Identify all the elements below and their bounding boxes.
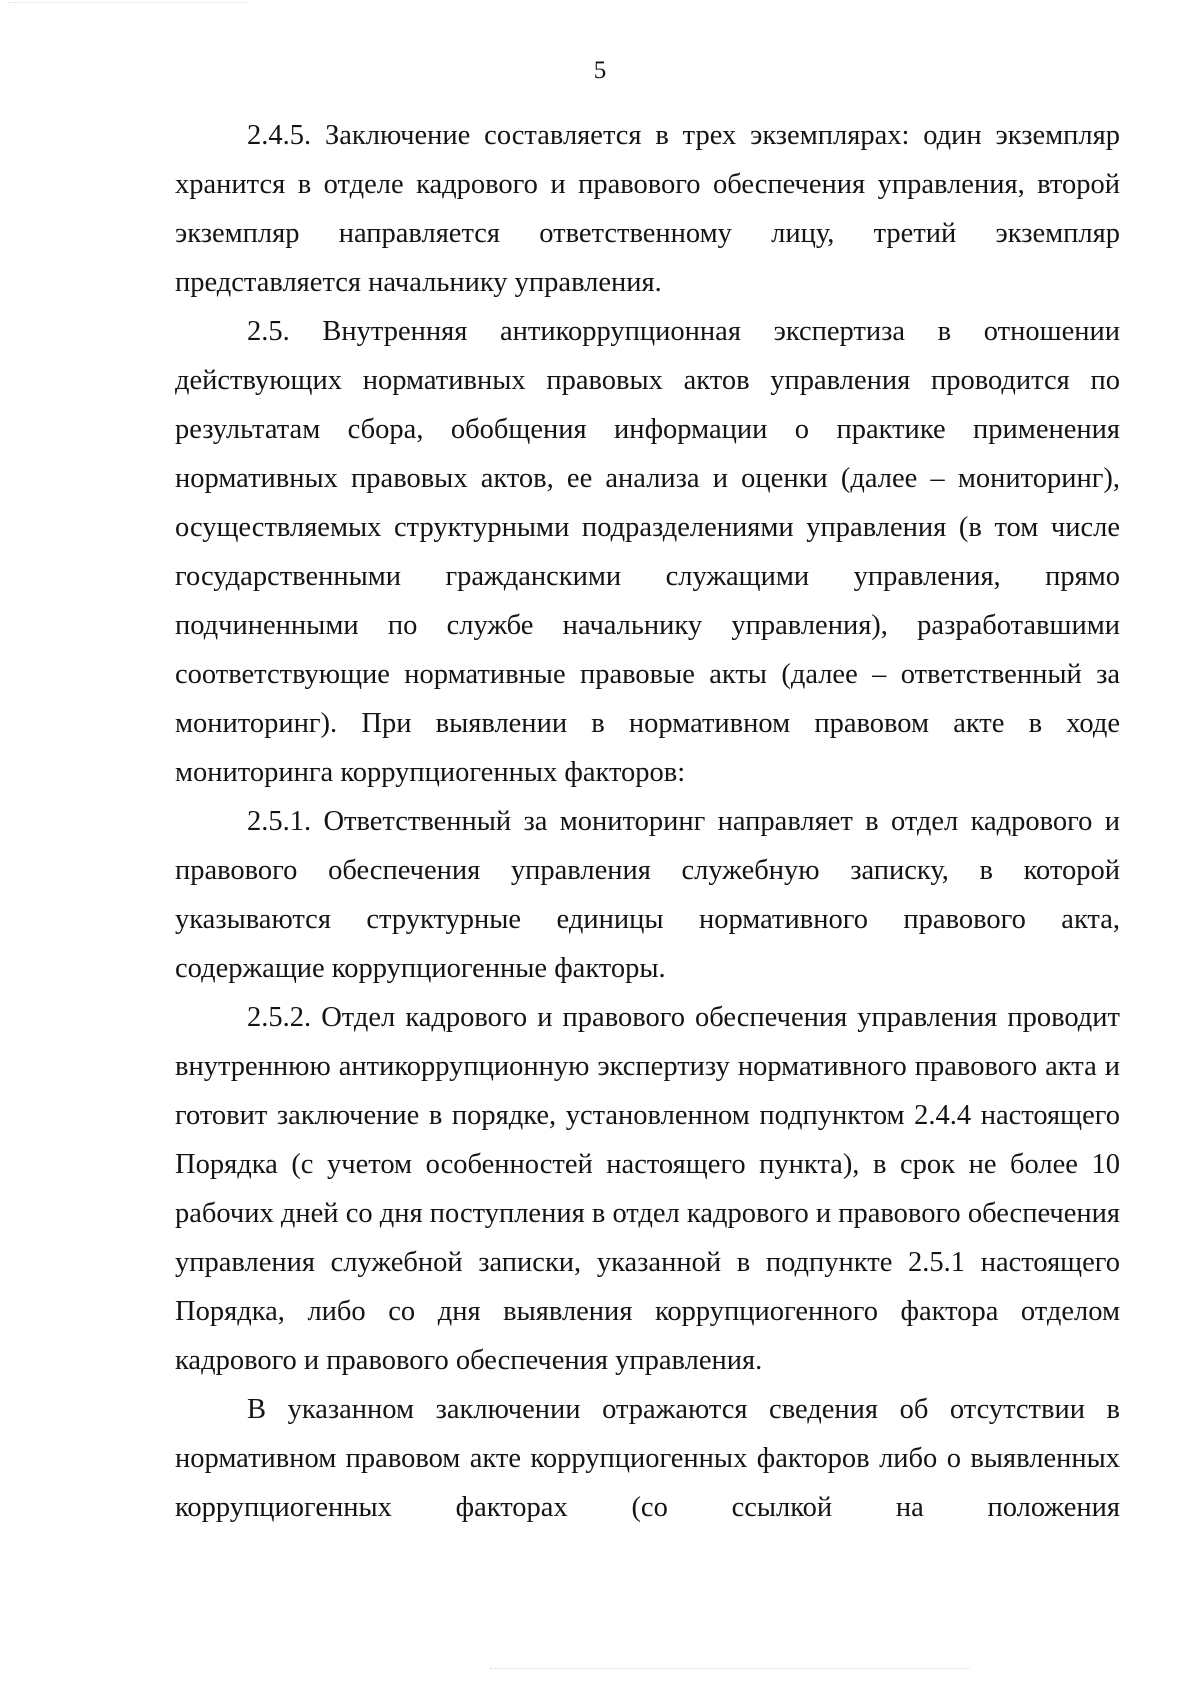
paragraph-2-5-2: 2.5.2. Отдел кадрового и правового обеспечения управления проводит внутреннюю антикоррупционную экспертизу нормативного правового акта и готовит заключение в порядке, установленном подпунктом 2.4.4 настоящего Порядка (с учетом особенностей настоящего пункта), в срок не более 10 рабочих дней со дня поступления в отдел кадрового и правового обеспечения управления служебной записки, указанной в подпункте 2.5.1 настоящего Порядка, либо со дня выявления коррупциогенного фактора отделом кадрового и правового обеспечения управления. (175, 1002, 1120, 1376)
paragraph-2-5: 2.5. Внутренняя антикоррупционная экспертиза в отношении действующих нормативных правовых актов управления проводится по результатам сбора, обобщения информации о практике применения нормативных правовых актов, ее анализа и оценки (далее – мониторинг), осуществляемых структурными подразделениями управления (в том числе государственными гражданскими служащими управления, прямо подчиненными по службе начальнику управления), разработавшими соответствующие нормативные правовые акты (далее – ответственный за мониторинг). При выявлении в нормативном правовом акте в ходе мониторинга коррупциогенных факторов: (175, 316, 1120, 788)
scan-artifact-top (8, 2, 248, 5)
scan-artifact-bottom (490, 1668, 970, 1671)
paragraph-conclusion-contents: В указанном заключении отражаются сведения об отсутствии в нормативном правовом акте коррупциогенных факторов либо о выявленных коррупциогенных факторах (со ссылкой на положения (175, 1394, 1120, 1523)
paragraph-2-4-5: 2.4.5. Заключение составляется в трех экземплярах: один экземпляр хранится в отделе кадрового и правового обеспечения управления, второй экземпляр направляется ответственному лицу, третий экземпляр представляется начальнику управления. (175, 120, 1120, 298)
page-number: 5 (593, 57, 607, 84)
paragraph-2-5-1: 2.5.1. Ответственный за мониторинг направляет в отдел кадрового и правового обеспечения управления служебную записку, в которой указываются структурные единицы нормативного правового акта, содержащие коррупциогенные факторы. (175, 806, 1120, 984)
document-body (175, 111, 1120, 1532)
